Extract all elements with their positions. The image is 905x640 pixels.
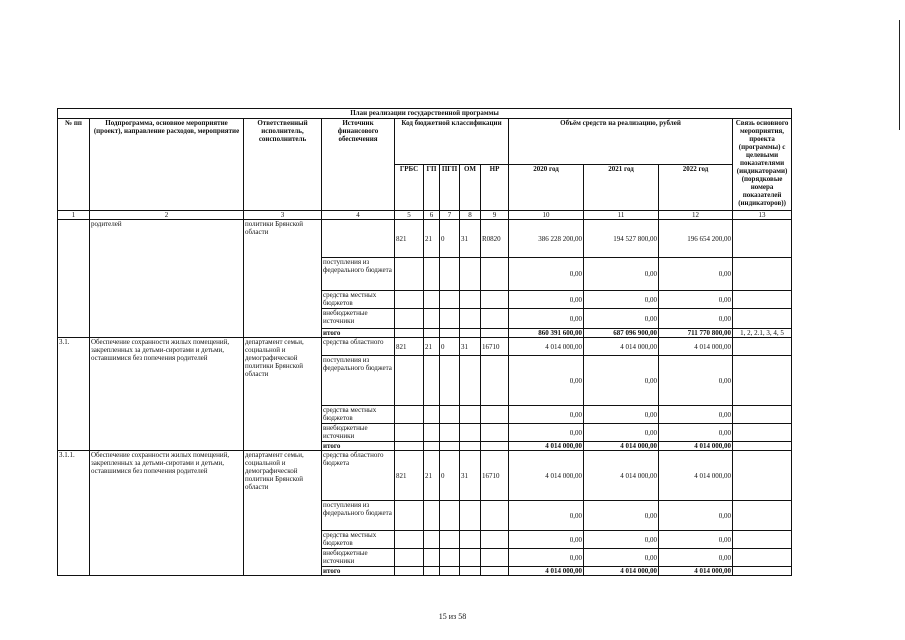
amount-2021: 0,00	[584, 258, 659, 291]
amount-2022: 0,00	[659, 531, 733, 549]
total-2021: 4 014 000,00	[584, 567, 659, 576]
grbs-cell: 821	[395, 451, 424, 501]
gp-cell: 21	[424, 451, 440, 501]
column-number: 8	[460, 211, 481, 220]
row-number-cell: 3.1.	[58, 338, 90, 451]
header-volume: Объём средств на реализацию, рублей	[509, 119, 733, 165]
pgp-cell: 0	[440, 220, 460, 258]
amount-2022: 4 014 000,00	[659, 338, 733, 356]
link-cell	[733, 442, 792, 451]
total-2021: 687 096 900,00	[584, 329, 659, 338]
amount-2020: 0,00	[509, 291, 584, 309]
header-link: Связь основного мероприятия, проекта (программы) с целевыми показателями (индикаторами) (порядковые номера показателей (индикаторов))	[733, 119, 792, 211]
nr-cell: R0820	[481, 220, 509, 258]
column-number: 6	[424, 211, 440, 220]
total-2022: 711 770 800,00	[659, 329, 733, 338]
om-cell: 31	[460, 338, 481, 356]
total-2020: 860 391 600,00	[509, 329, 584, 338]
om-cell: 31	[460, 220, 481, 258]
column-number: 2	[90, 211, 244, 220]
responsible-cell: департамент семьи, социальной и демографической политики Брянской области	[244, 451, 322, 576]
source-cell: внебюджетные источники	[322, 309, 395, 329]
link-cell	[733, 220, 792, 258]
gp-cell: 21	[424, 338, 440, 356]
column-number: 3	[244, 211, 322, 220]
header-source: Источник финансового обеспечения	[322, 119, 395, 211]
header-budget-code: Код бюджетной классификации	[395, 119, 509, 165]
source-cell	[322, 220, 395, 258]
amount-2020: 0,00	[509, 531, 584, 549]
amount-2020: 4 014 000,00	[509, 451, 584, 501]
source-total: итого	[322, 442, 395, 451]
link-cell	[733, 356, 792, 406]
header-grbs: ГРБС	[395, 165, 424, 211]
column-number: 12	[659, 211, 733, 220]
link-cell	[733, 406, 792, 424]
header-num: № пп	[58, 119, 90, 211]
link-cell	[733, 451, 792, 501]
row-number-cell	[58, 220, 90, 338]
amount-2022: 0,00	[659, 501, 733, 531]
amount-2022: 0,00	[659, 549, 733, 567]
grbs-cell: 821	[395, 220, 424, 258]
source-cell: средства областного бюджета	[322, 451, 395, 501]
total-2020: 4 014 000,00	[509, 567, 584, 576]
total-2022: 4 014 000,00	[659, 442, 733, 451]
source-cell: средства местных бюджетов	[322, 531, 395, 549]
source-cell: средства местных бюджетов	[322, 406, 395, 424]
column-number: 4	[322, 211, 395, 220]
amount-2021: 0,00	[584, 406, 659, 424]
link-cell	[733, 258, 792, 291]
amount-2022: 0,00	[659, 356, 733, 406]
amount-2020: 0,00	[509, 424, 584, 442]
pgp-cell: 0	[440, 451, 460, 501]
amount-2022: 0,00	[659, 424, 733, 442]
table-title: План реализации государственной программы	[58, 109, 792, 119]
source-cell: поступления из федерального бюджета	[322, 258, 395, 291]
amount-2021: 4 014 000,00	[584, 338, 659, 356]
amount-2020: 0,00	[509, 356, 584, 406]
link-cell	[733, 531, 792, 549]
gp-cell: 21	[424, 220, 440, 258]
page-edge-line	[899, 20, 900, 130]
amount-2022: 0,00	[659, 309, 733, 329]
amount-2020: 4 014 000,00	[509, 338, 584, 356]
amount-2022: 4 014 000,00	[659, 451, 733, 501]
link-cell	[733, 567, 792, 576]
om-cell: 31	[460, 451, 481, 501]
amount-2020: 386 228 200,00	[509, 220, 584, 258]
activity-name: Обеспечение сохранности жилых помещений, закрепленных за детьми-сиротами и детьми, оставшимися без попечения родителей	[90, 451, 244, 576]
source-cell: поступления из федерального бюджета	[322, 501, 395, 531]
column-number: 7	[440, 211, 460, 220]
amount-2022: 0,00	[659, 406, 733, 424]
link-cell	[733, 549, 792, 567]
amount-2021: 0,00	[584, 424, 659, 442]
source-cell: средства областного	[322, 338, 395, 356]
amount-2021: 4 014 000,00	[584, 451, 659, 501]
column-number: 9	[481, 211, 509, 220]
column-number: 5	[395, 211, 424, 220]
amount-2020: 0,00	[509, 309, 584, 329]
amount-2021: 0,00	[584, 549, 659, 567]
nr-cell: 16710	[481, 338, 509, 356]
total-2020: 4 014 000,00	[509, 442, 584, 451]
column-number: 13	[733, 211, 792, 220]
header-nr: НР	[481, 165, 509, 211]
amount-2020: 0,00	[509, 549, 584, 567]
amount-2020: 0,00	[509, 406, 584, 424]
nr-cell: 16710	[481, 451, 509, 501]
header-2020: 2020 год	[509, 165, 584, 211]
grbs-cell: 821	[395, 338, 424, 356]
amount-2021: 0,00	[584, 309, 659, 329]
pgp-cell: 0	[440, 338, 460, 356]
amount-2021: 0,00	[584, 501, 659, 531]
column-number: 10	[509, 211, 584, 220]
source-cell: внебюджетные источники	[322, 549, 395, 567]
source-cell: средства местных бюджетов	[322, 291, 395, 309]
amount-2022: 0,00	[659, 291, 733, 309]
link-cell	[733, 291, 792, 309]
column-number: 1	[58, 211, 90, 220]
amount-2022: 196 654 200,00	[659, 220, 733, 258]
total-2021: 4 014 000,00	[584, 442, 659, 451]
header-2022: 2022 год	[659, 165, 733, 211]
page-number: 15 из 58	[438, 612, 467, 621]
link-cell	[733, 424, 792, 442]
header-responsible: Ответственный исполнитель, соисполнитель	[244, 119, 322, 211]
link-cell	[733, 309, 792, 329]
amount-2020: 0,00	[509, 258, 584, 291]
amount-2021: 0,00	[584, 356, 659, 406]
amount-2021: 194 527 800,00	[584, 220, 659, 258]
column-number: 11	[584, 211, 659, 220]
header-om: ОМ	[460, 165, 481, 211]
header-pgp: ПГП	[440, 165, 460, 211]
activity-name: Обеспечение сохранности жилых помещений, закрепленных за детьми-сиротами и детьми, оставшимися без попечения родителей	[90, 338, 244, 451]
link-cell	[733, 501, 792, 531]
source-cell: поступления из федерального бюджета	[322, 356, 395, 406]
header-gp: ГП	[424, 165, 440, 211]
row-number-cell: 3.1.1.	[58, 451, 90, 576]
source-total: итого	[322, 329, 395, 338]
responsible-cell: политики Брянской области	[244, 220, 322, 338]
link-cell: 1, 2, 2.1, 3, 4, 5	[733, 329, 792, 338]
source-cell: внебюджетные источники	[322, 424, 395, 442]
amount-2021: 0,00	[584, 291, 659, 309]
responsible-cell: департамент семьи, социальной и демографической политики Брянской области	[244, 338, 322, 451]
link-cell	[733, 338, 792, 356]
amount-2020: 0,00	[509, 501, 584, 531]
total-2022: 4 014 000,00	[659, 567, 733, 576]
header-subprogram: Подпрограмма, основное мероприятие (проект), направление расходов, мероприятие	[90, 119, 244, 211]
header-2021: 2021 год	[584, 165, 659, 211]
amount-2022: 0,00	[659, 258, 733, 291]
program-plan-table	[57, 108, 792, 576]
amount-2021: 0,00	[584, 531, 659, 549]
activity-name: родителей	[90, 220, 244, 338]
source-total: итого	[322, 567, 395, 576]
